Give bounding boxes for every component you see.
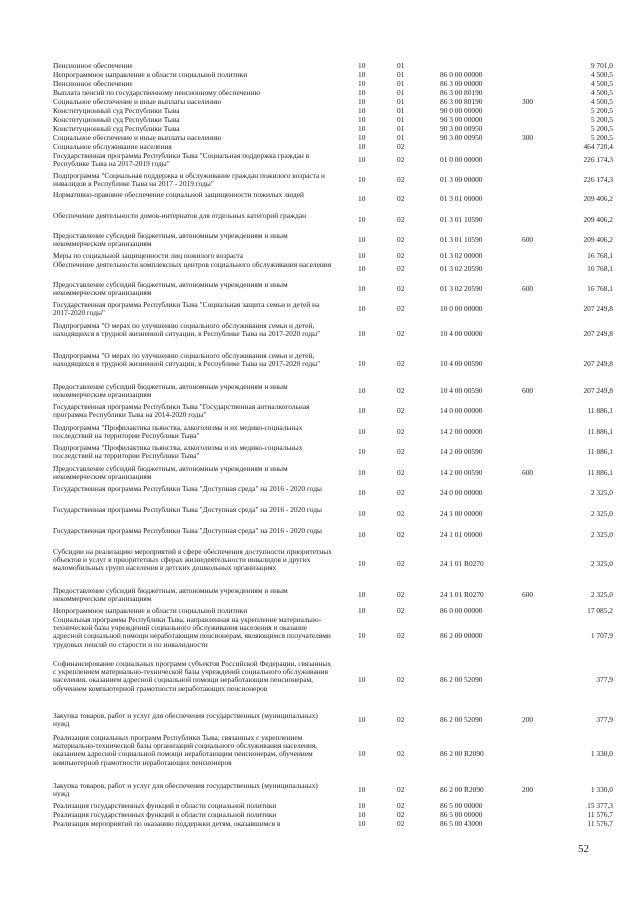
cell-name: Предоставление субсидий бюджетным, автономным учреждениям и иным некоммерческим организациям	[53, 464, 288, 482]
cell-sum: 377,9	[596, 675, 613, 685]
cell-rz: 10	[358, 88, 366, 97]
cell-sum: 2 325,0	[590, 590, 613, 600]
cell-pr: 01	[397, 106, 405, 115]
cell-rz: 10	[358, 155, 366, 165]
cell-pr: 02	[397, 406, 405, 416]
cell-vr: 600	[522, 284, 534, 294]
cell-csr: 86 2 00 R2090	[440, 785, 484, 795]
cell-name: Государственная программа Республики Тыва "Социальная защита семьи и детей на 2017-2020 годы"	[53, 300, 320, 318]
cell-name: Подпрограмма "Профилактика пьянства, алкоголизма и их медико-социальных последствий на территории Республики Тыва"	[53, 423, 303, 441]
cell-csr: 10 0 00 00000	[440, 304, 483, 314]
cell-rz: 10	[358, 785, 366, 795]
cell-name: Подпрограмма "О мерах по улучшению социального обслуживания семьи и детей, находящихся в трудной жизненной ситуации, в Республике Тыва на 2017-2020 годы"	[53, 321, 321, 339]
cell-sum: 2 325,0	[590, 509, 613, 519]
cell-name: Социальное обслуживание населения	[53, 142, 172, 151]
cell-rz: 10	[358, 749, 366, 759]
cell-pr: 02	[397, 359, 405, 369]
cell-sum: 1 330,0	[590, 785, 613, 795]
cell-rz: 10	[358, 359, 366, 369]
cell-pr: 02	[397, 675, 405, 685]
cell-rz: 10	[358, 386, 366, 396]
cell-sum: 11 886,1	[587, 406, 613, 416]
cell-name: Конституционный суд Республики Тыва	[53, 106, 180, 115]
cell-rz: 10	[358, 142, 366, 151]
cell-csr: 90 3 00 00950	[440, 124, 483, 133]
cell-sum: 16 768,1	[587, 284, 613, 294]
cell-csr: 86 5 00 43000	[440, 819, 483, 828]
cell-csr: 90 0 00 00000	[440, 106, 483, 115]
cell-pr: 02	[397, 427, 405, 437]
cell-vr: 200	[522, 785, 534, 795]
cell-pr: 02	[397, 559, 405, 569]
cell-sum: 207 249,8	[583, 359, 613, 369]
cell-sum: 16 768,1	[587, 264, 613, 274]
cell-name: Обеспечение деятельности домов-интернатов для отдельных категорий граждан	[53, 211, 307, 220]
cell-rz: 10	[358, 406, 366, 416]
cell-sum: 226 174,3	[583, 175, 613, 185]
cell-pr: 02	[397, 142, 405, 151]
cell-rz: 10	[358, 631, 366, 641]
cell-rz: 10	[358, 675, 366, 685]
cell-pr: 02	[397, 801, 405, 810]
cell-sum: 1 707,9	[590, 631, 613, 641]
cell-name: Непрограммное направление в области социальной политики	[53, 70, 248, 79]
cell-pr: 02	[397, 810, 405, 819]
cell-pr: 02	[397, 155, 405, 165]
cell-csr: 86 0 00 00000	[440, 70, 483, 79]
cell-csr: 86 2 00 52090	[440, 715, 483, 725]
cell-vr: 300	[522, 97, 534, 106]
cell-name: Реализация социальных программ Республики Тыва, связанных с укреплением материально-технической базы организаций социального обслуживания населения, оказанием адресной социальной помощи неработающим пенсионерам, обучением компьютерной грамотности неработающих пенсионеров	[53, 733, 318, 767]
cell-csr: 90 3 00 00000	[440, 115, 483, 124]
cell-rz: 10	[358, 509, 366, 519]
cell-pr: 02	[397, 304, 405, 314]
cell-pr: 02	[397, 235, 405, 245]
cell-name: Закупка товаров, работ и услуг для обеспечения государственных (муниципальных) нужд	[53, 781, 318, 799]
cell-name: Предоставление субсидий бюджетным, автономным учреждениям и иным некоммерческим организациям	[53, 382, 288, 400]
cell-pr: 01	[397, 97, 405, 106]
cell-name: Нормативно-правовое обеспечение социальной защищенности пожилых людей	[53, 190, 304, 199]
cell-csr: 14 2 00 00590	[440, 447, 483, 457]
cell-sum: 5 200,5	[590, 133, 613, 142]
cell-csr: 86 2 00 00000	[440, 631, 483, 641]
cell-csr: 01 0 00 00000	[440, 155, 483, 165]
cell-pr: 02	[397, 590, 405, 600]
cell-vr: 600	[522, 386, 534, 396]
cell-name: Государственная программа Республики Тыва "Государственная антиалкогольная программа Республики Тыва на 2014-2020 годы"	[53, 402, 310, 420]
cell-sum: 4 500,5	[590, 88, 613, 97]
cell-csr: 01 3 01 10590	[440, 235, 483, 245]
cell-name: Подпрограмма "Профилактика пьянства, алкоголизма и их медико-социальных последствий на территории Республики Тыва"	[53, 443, 303, 461]
page-number: 52	[578, 843, 589, 855]
cell-sum: 11 886,1	[587, 427, 613, 437]
cell-name: Непрограммное направление в области социальной политики	[53, 606, 248, 615]
cell-csr: 14 2 00 00590	[440, 468, 483, 478]
cell-sum: 16 768,1	[587, 251, 613, 260]
cell-csr: 01 3 02 20590	[440, 264, 483, 274]
cell-sum: 5 200,5	[590, 124, 613, 133]
cell-pr: 02	[397, 264, 405, 274]
cell-rz: 10	[358, 61, 366, 70]
cell-rz: 10	[358, 215, 366, 225]
cell-pr: 02	[397, 488, 405, 498]
cell-sum: 209 406,2	[583, 194, 613, 204]
cell-name: Софинансирование социальных программ субъектов Российской Федерации, связанных с укреплением материально-технической базы учреждений социального обслуживания населения, оказанием адресной социальной помощи неработающим пенсионерам, обучением компьютерной грамотности неработающих пенсионеров	[53, 659, 332, 693]
cell-sum: 5 200,5	[590, 106, 613, 115]
cell-vr: 200	[522, 715, 534, 725]
cell-sum: 207 249,8	[583, 329, 613, 339]
cell-name: Конституционный суд Республики Тыва	[53, 115, 180, 124]
cell-rz: 10	[358, 175, 366, 185]
cell-name: Государственная программа Республики Тыва "Доступная среда" на 2016 - 2020 годы	[53, 484, 322, 493]
cell-rz: 10	[358, 304, 366, 314]
cell-csr: 24 0 00 00000	[440, 488, 483, 498]
cell-sum: 1 330,0	[590, 749, 613, 759]
cell-sum: 209 406,2	[583, 215, 613, 225]
cell-csr: 01 3 02 20590	[440, 284, 483, 294]
cell-name: Пенсионное обеспечение	[53, 61, 133, 70]
cell-pr: 02	[397, 509, 405, 519]
cell-rz: 10	[358, 801, 366, 810]
cell-name: Социальная программа Республики Тыва, направленная на укрепление материально-технической базы учреждений социального обслуживания населения и оказание адресной социальной помощи неработающим пенсионерам, являющимся получателями трудовых пенсий по старости и по инвалидности	[53, 615, 331, 649]
cell-rz: 10	[358, 79, 366, 88]
cell-csr: 24 1 01 R0270	[440, 590, 484, 600]
cell-name: Пенсионное обеспечение	[53, 79, 133, 88]
cell-pr: 02	[397, 631, 405, 641]
cell-csr: 86 3 00 80190	[440, 88, 483, 97]
cell-rz: 10	[358, 133, 366, 142]
cell-name: Социальное обеспечение и иные выплаты населению	[53, 97, 222, 106]
cell-csr: 86 3 00 80190	[440, 97, 483, 106]
cell-rz: 10	[358, 606, 366, 615]
cell-pr: 02	[397, 175, 405, 185]
cell-name: Субсидии на реализацию мероприятий в сфере обеспечения доступности приоритетных объектов и услуг в приоритетных сферах жизнедеятельности инвалидов и других маломобильных групп населения в детских дошкольных организациях	[53, 547, 332, 573]
cell-csr: 01 3 01 00000	[440, 194, 483, 204]
cell-csr: 86 2 00 R2090	[440, 749, 484, 759]
cell-name: Обеспечение деятельности комплексных центров социального обслуживания населения	[53, 260, 332, 269]
cell-csr: 86 0 00 00000	[440, 606, 483, 615]
cell-rz: 10	[358, 106, 366, 115]
cell-name: Предоставление субсидий бюджетным, автономным учреждениям и иным некоммерческим организациям	[53, 586, 288, 604]
cell-csr: 14 2 00 00000	[440, 427, 483, 437]
cell-sum: 11 886,1	[587, 447, 613, 457]
cell-rz: 10	[358, 715, 366, 725]
cell-csr: 01 3 00 00000	[440, 175, 483, 185]
cell-pr: 02	[397, 468, 405, 478]
cell-csr: 01 3 01 10590	[440, 215, 483, 225]
cell-rz: 10	[358, 819, 366, 828]
cell-sum: 11 886,1	[587, 468, 613, 478]
cell-name: Меры по социальной защищенности лиц пожилого возраста	[53, 251, 244, 260]
cell-pr: 02	[397, 386, 405, 396]
cell-vr: 600	[522, 468, 534, 478]
cell-rz: 10	[358, 559, 366, 569]
cell-pr: 02	[397, 785, 405, 795]
cell-name: Подпрограмма "Социальная поддержка и обслуживание граждан пожилого возраста и инвалидов в Республике Тыва на 2017 - 2019 годы"	[53, 171, 326, 189]
cell-pr: 02	[397, 194, 405, 204]
cell-csr: 10 4 00 00590	[440, 386, 483, 396]
cell-rz: 10	[358, 235, 366, 245]
cell-pr: 01	[397, 61, 405, 70]
cell-name: Реализация государственных функций в области социальной политики	[53, 801, 277, 810]
cell-vr: 300	[522, 133, 534, 142]
cell-sum: 2 325,0	[590, 488, 613, 498]
cell-name: Подпрограмма "О мерах по улучшению социального обслуживания семьи и детей, находящихся в трудной жизненной ситуации, в Республике Тыва на 2017-2020 годы"	[53, 351, 321, 369]
cell-pr: 01	[397, 88, 405, 97]
cell-csr: 24 1 00 00000	[440, 509, 483, 519]
cell-pr: 01	[397, 124, 405, 133]
cell-pr: 02	[397, 215, 405, 225]
cell-name: Государственная программа Республики Тыва "Доступная среда" на 2016 - 2020 годы	[53, 526, 322, 535]
cell-rz: 10	[358, 194, 366, 204]
cell-pr: 02	[397, 606, 405, 615]
cell-pr: 01	[397, 70, 405, 79]
cell-sum: 2 325,0	[590, 530, 613, 540]
cell-sum: 11 576,7	[587, 810, 613, 819]
cell-name: Выплата пенсий по государственному пенсионному обеспечению	[53, 88, 260, 97]
cell-name: Предоставление субсидий бюджетным, автономным учреждениям и иным некоммерческим организациям	[53, 231, 288, 249]
cell-rz: 10	[358, 468, 366, 478]
cell-rz: 10	[358, 115, 366, 124]
cell-pr: 02	[397, 447, 405, 457]
cell-sum: 207 249,8	[583, 304, 613, 314]
cell-name: Реализация государственных функций в области социальной политики	[53, 810, 277, 819]
cell-csr: 86 5 00 00000	[440, 801, 483, 810]
cell-sum: 17 085,2	[587, 606, 613, 615]
cell-sum: 209 406,2	[583, 235, 613, 245]
cell-pr: 02	[397, 530, 405, 540]
cell-sum: 4 500,5	[590, 70, 613, 79]
cell-csr: 24 1 01 00000	[440, 530, 483, 540]
cell-name: Государственная программа Республики Тыва "Доступная среда" на 2016 - 2020 годы	[53, 505, 322, 514]
cell-rz: 10	[358, 590, 366, 600]
cell-csr: 10 4 00 00590	[440, 359, 483, 369]
cell-rz: 10	[358, 124, 366, 133]
cell-pr: 02	[397, 819, 405, 828]
cell-sum: 2 325,0	[590, 559, 613, 569]
cell-sum: 5 200,5	[590, 115, 613, 124]
cell-rz: 10	[358, 488, 366, 498]
cell-rz: 10	[358, 97, 366, 106]
cell-sum: 377,9	[596, 715, 613, 725]
cell-rz: 10	[358, 264, 366, 274]
cell-sum: 464 720,4	[583, 142, 613, 151]
cell-csr: 86 3 00 00000	[440, 79, 483, 88]
cell-sum: 11 576,7	[587, 819, 613, 828]
cell-csr: 10 4 00 00000	[440, 329, 483, 339]
cell-pr: 02	[397, 715, 405, 725]
cell-pr: 01	[397, 79, 405, 88]
cell-rz: 10	[358, 447, 366, 457]
cell-name: Конституционный суд Республики Тыва	[53, 124, 180, 133]
cell-csr: 86 2 00 52090	[440, 675, 483, 685]
cell-rz: 10	[358, 70, 366, 79]
cell-pr: 02	[397, 329, 405, 339]
cell-name: Реализация мероприятий по оказанию поддержки детям, оказавшимся в	[53, 819, 281, 828]
cell-sum: 4 500,5	[590, 79, 613, 88]
cell-csr: 24 1 01 R0270	[440, 559, 484, 569]
cell-vr: 600	[522, 590, 534, 600]
cell-pr: 01	[397, 133, 405, 142]
cell-rz: 10	[358, 427, 366, 437]
cell-rz: 10	[358, 530, 366, 540]
cell-rz: 10	[358, 810, 366, 819]
cell-sum: 15 377,3	[587, 801, 613, 810]
cell-name: Социальное обеспечение и иные выплаты населению	[53, 133, 222, 142]
cell-rz: 10	[358, 251, 366, 260]
cell-csr: 90 3 00 00950	[440, 133, 483, 142]
cell-rz: 10	[358, 284, 366, 294]
cell-pr: 02	[397, 251, 405, 260]
cell-name: Закупка товаров, работ и услуг для обеспечения государственных (муниципальных) нужд	[53, 711, 318, 729]
cell-pr: 02	[397, 749, 405, 759]
cell-pr: 01	[397, 115, 405, 124]
cell-sum: 9 701,0	[590, 61, 613, 70]
cell-csr: 14 0 00 00000	[440, 406, 483, 416]
cell-name: Государственная программа Республики Тыва "Социальная поддержка граждан в Республике Тыва на 2017-2019 годы"	[53, 151, 310, 169]
cell-csr: 01 3 02 00000	[440, 251, 483, 260]
cell-rz: 10	[358, 329, 366, 339]
cell-name: Предоставление субсидий бюджетным, автономным учреждениям и иным некоммерческим организациям	[53, 280, 288, 298]
cell-pr: 02	[397, 284, 405, 294]
cell-csr: 86 5 00 00000	[440, 810, 483, 819]
cell-sum: 207 249,8	[583, 386, 613, 396]
cell-vr: 600	[522, 235, 534, 245]
cell-sum: 226 174,3	[583, 155, 613, 165]
cell-sum: 4 500,5	[590, 97, 613, 106]
